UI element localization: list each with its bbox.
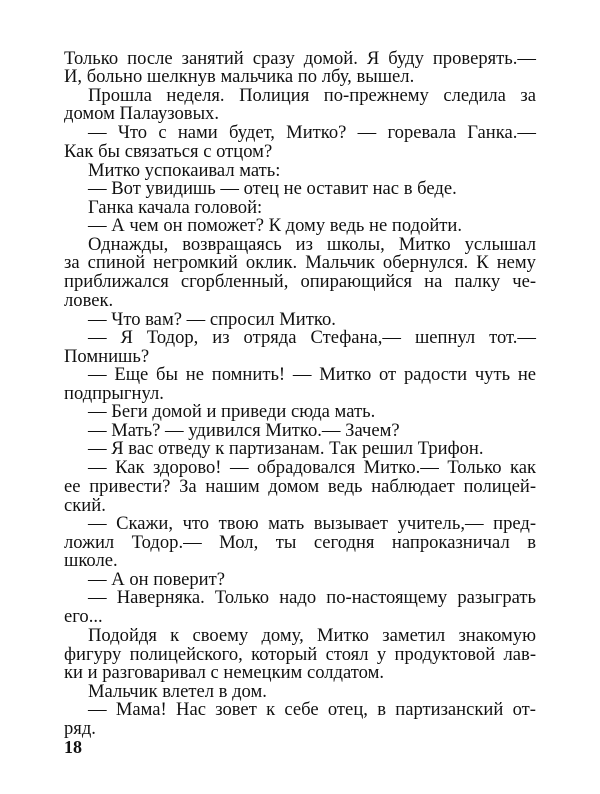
text-line: ее привести? За нашим домом ведь наблюдает полицей- (64, 476, 537, 497)
text-line: Мальчик влетел в дом. (88, 681, 267, 702)
text-line: ряд. (64, 718, 96, 739)
text-line: — А чем он поможет? К дому ведь не подойти. (88, 215, 463, 236)
text-line: Ганка качала головой: (88, 197, 263, 218)
text-line: — Еще бы не помнить! — Митко от радости чуть не (88, 364, 537, 385)
text-line: Митко успокаивал мать: (88, 160, 281, 181)
text-line: ский. (64, 495, 106, 516)
text-line: за спиной негромкий оклик. Мальчик обернулся. К нему (64, 252, 536, 273)
text-line: Прошла неделя. Полиция по-прежнему следила за (88, 85, 537, 106)
text-line: — Я Тодор, из отряда Стефана,— шепнул тот.— (88, 327, 537, 348)
page-number: 18 (64, 737, 82, 757)
text-line: Помнишь? (64, 346, 150, 367)
text-line: Подойдя к своему дому, Митко заметил знакомую (88, 625, 536, 646)
text-line: — Вот увидишь — отец не оставит нас в беде. (88, 178, 457, 199)
text-line: — Я вас отведу к партизанам. Так решил Трифон. (88, 438, 484, 459)
text-line: — А он поверит? (88, 569, 226, 590)
text-line: Как бы связаться с отцом? (64, 141, 273, 162)
text-line: приближался сгорбленный, опирающийся на палку че- (64, 271, 537, 292)
text-line: — Наверняка. Только надо по-настоящему разыграть (88, 587, 537, 608)
text-line: — Что вам? — спросил Митко. (88, 309, 336, 330)
text-line: ложил Тодор.— Мол, ты сегодня напроказничал в (64, 532, 537, 553)
text-line: — Беги домой и приведи сюда мать. (88, 401, 376, 422)
text-line: Однажды, возвращаясь из школы, Митко услышал (88, 234, 536, 255)
text-line: школе. (64, 550, 118, 571)
text-line: фигуру полицейского, который стоял у продуктовой лав- (64, 644, 537, 665)
text-line: его... (64, 606, 103, 627)
text-line: — Как здорово! — обрадовался Митко.— Только как (88, 457, 537, 478)
text-line: подпрыгнул. (64, 383, 164, 404)
text-line: Только после занятий сразу домой. Я буду проверять.— (64, 48, 537, 69)
text-line: — Что с нами будет, Митко? — горевала Ганка.— (88, 122, 536, 143)
text-line: — Скажи, что твою мать вызывает учитель,— пред- (88, 513, 537, 534)
text-line: И, больно шелкнув мальчика по лбу, вышел. (64, 66, 415, 87)
text-line: домом Палаузовых. (64, 103, 220, 124)
text-line: — Мать? — удивился Митко.— Зачем? (88, 420, 400, 441)
text-line: ловек. (64, 290, 114, 311)
text-line: ки и разговаривал с немецким солдатом. (64, 662, 385, 683)
text-line: — Мама! Нас зовет к себе отец, в партизанский от- (88, 699, 536, 720)
